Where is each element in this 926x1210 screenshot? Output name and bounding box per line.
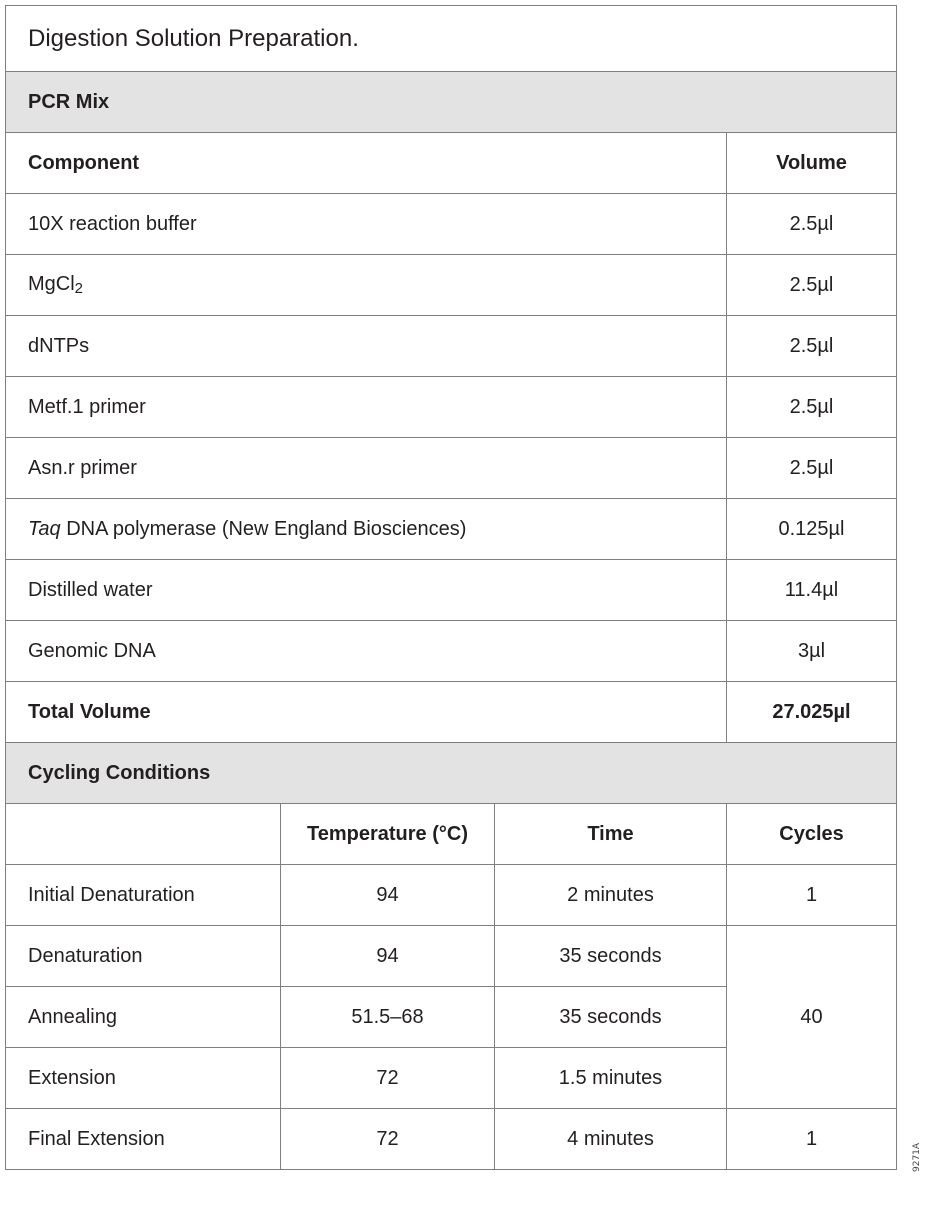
step-cell: Denaturation bbox=[6, 926, 281, 987]
table-row bbox=[6, 926, 897, 987]
component-cell: Distilled water bbox=[6, 560, 727, 621]
pcr-mix-section-row bbox=[6, 72, 897, 133]
total-label: Total Volume bbox=[6, 682, 727, 743]
volume-cell: 2.5µl bbox=[727, 255, 897, 316]
component-column-header: Component bbox=[6, 133, 727, 194]
cycling-header-row bbox=[6, 804, 897, 865]
step-cell: Extension bbox=[6, 1048, 281, 1109]
table-row bbox=[6, 316, 897, 377]
cycles-column-header: Cycles bbox=[727, 804, 897, 865]
volume-cell: 3µl bbox=[727, 621, 897, 682]
component-cell: Asn.r primer bbox=[6, 438, 727, 499]
component-cell: Metf.1 primer bbox=[6, 377, 727, 438]
time-cell: 35 seconds bbox=[495, 987, 727, 1048]
component-cell bbox=[6, 255, 727, 316]
temperature-cell: 94 bbox=[281, 926, 495, 987]
cycles-cell: 1 bbox=[727, 1109, 897, 1170]
volume-cell: 0.125µl bbox=[727, 499, 897, 560]
pcr-mix-heading: PCR Mix bbox=[6, 72, 897, 133]
volume-cell: 2.5µl bbox=[727, 316, 897, 377]
volume-cell: 2.5µl bbox=[727, 438, 897, 499]
volume-cell: 2.5µl bbox=[727, 377, 897, 438]
temperature-cell: 51.5–68 bbox=[281, 987, 495, 1048]
temperature-cell: 72 bbox=[281, 1109, 495, 1170]
time-cell: 4 minutes bbox=[495, 1109, 727, 1170]
cycling-section-row bbox=[6, 743, 897, 804]
title-row bbox=[6, 6, 897, 72]
table-row bbox=[6, 621, 897, 682]
table-row bbox=[6, 865, 897, 926]
table-row bbox=[6, 1109, 897, 1170]
cycles-cell: 40 bbox=[727, 926, 897, 1109]
cycling-heading: Cycling Conditions bbox=[6, 743, 897, 804]
table-row bbox=[6, 438, 897, 499]
component-italic: Taq bbox=[28, 517, 61, 540]
component-subscript: 2 bbox=[74, 280, 84, 297]
component-cell: Genomic DNA bbox=[6, 621, 727, 682]
component-cell bbox=[6, 499, 727, 560]
step-cell: Annealing bbox=[6, 987, 281, 1048]
cycles-cell: 1 bbox=[727, 865, 897, 926]
temperature-cell: 94 bbox=[281, 865, 495, 926]
step-cell: Initial Denaturation bbox=[6, 865, 281, 926]
time-cell: 1.5 minutes bbox=[495, 1048, 727, 1109]
volume-column-header: Volume bbox=[727, 133, 897, 194]
component-cell: dNTPs bbox=[6, 316, 727, 377]
volume-cell: 2.5µl bbox=[727, 194, 897, 255]
time-cell: 2 minutes bbox=[495, 865, 727, 926]
step-column-header bbox=[6, 804, 281, 865]
step-cell: Final Extension bbox=[6, 1109, 281, 1170]
component-cell: 10X reaction buffer bbox=[6, 194, 727, 255]
table-row bbox=[6, 499, 897, 560]
temperature-cell: 72 bbox=[281, 1048, 495, 1109]
time-cell: 35 seconds bbox=[495, 926, 727, 987]
table-row bbox=[6, 255, 897, 316]
table-row bbox=[6, 377, 897, 438]
component-formula: MgCl bbox=[28, 273, 75, 295]
total-volume: 27.025µl bbox=[727, 682, 897, 743]
total-row bbox=[6, 682, 897, 743]
table-title: Digestion Solution Preparation. bbox=[6, 6, 897, 72]
table-row bbox=[6, 194, 897, 255]
pcr-mix-header-row bbox=[6, 133, 897, 194]
table-row bbox=[6, 560, 897, 621]
protocol-table bbox=[5, 5, 897, 1170]
component-rest: DNA polymerase (New England Biosciences) bbox=[60, 517, 467, 540]
volume-cell: 11.4µl bbox=[727, 560, 897, 621]
temperature-column-header: Temperature (°C) bbox=[281, 804, 495, 865]
figure-id-label: 9271A bbox=[912, 1142, 922, 1172]
time-column-header: Time bbox=[495, 804, 727, 865]
